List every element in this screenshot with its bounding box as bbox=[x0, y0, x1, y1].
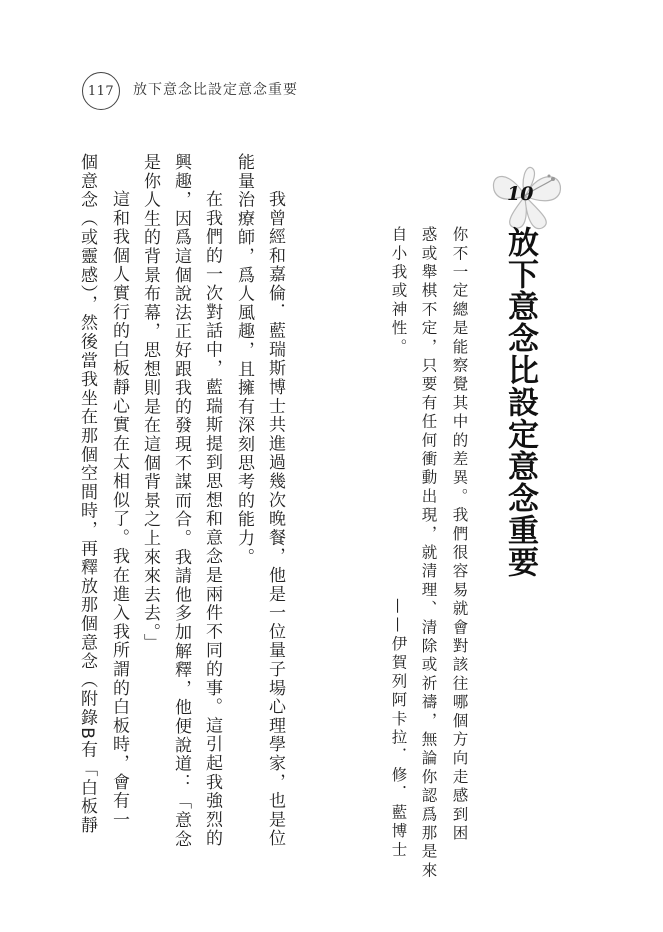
running-title: 放下意念比設定意念重要 bbox=[133, 82, 298, 98]
chapter-title: 放下意念比設定意念重要 bbox=[502, 226, 538, 578]
body-line: 我曾經和嘉倫．藍瑞斯博士共進過幾次晚餐，他是一位量子場心理學家，也是位 bbox=[265, 190, 285, 848]
body-line: 在我們的一次對話中，藍瑞斯提到思想和意念是兩件不同的事。這引起我強烈的 bbox=[202, 190, 222, 848]
body-line: 是你人生的背景布幕，思想則是在這個背景之上來來去去。」 bbox=[140, 153, 160, 653]
epigraph-attribution: ——伊賀列阿卡拉．修．藍博士 bbox=[389, 598, 408, 860]
body-line: 個意念（或靈感），然後當我坐在那個空間時，再釋放那個意念（附錄B有「白板靜 bbox=[77, 153, 97, 835]
page-number: 117 bbox=[82, 72, 120, 110]
body-line: 能量治療師，爲人風趣，且擁有深刻思考的能力。 bbox=[234, 153, 254, 567]
chapter-number: 10 bbox=[507, 183, 534, 205]
body-line: 興趣，因爲這個說法正好跟我的發現不謀而合。我請他多加解釋，他便說道：「意念 bbox=[171, 153, 191, 849]
epigraph-line: 自小我或神性。 bbox=[389, 226, 408, 357]
body-line: 這和我個人實行的白板靜心實在太相似了。我在進入我所謂的白板時，會有一 bbox=[109, 190, 129, 830]
epigraph-line: 惑或舉棋不定，只要有任何衝動出現，就清理、清除或祈禱，無論你認爲那是來 bbox=[419, 226, 438, 881]
epigraph-line: 你不一定總是能察覺其中的差異。我們很容易就會對該往哪個方向走感到困 bbox=[450, 226, 469, 844]
